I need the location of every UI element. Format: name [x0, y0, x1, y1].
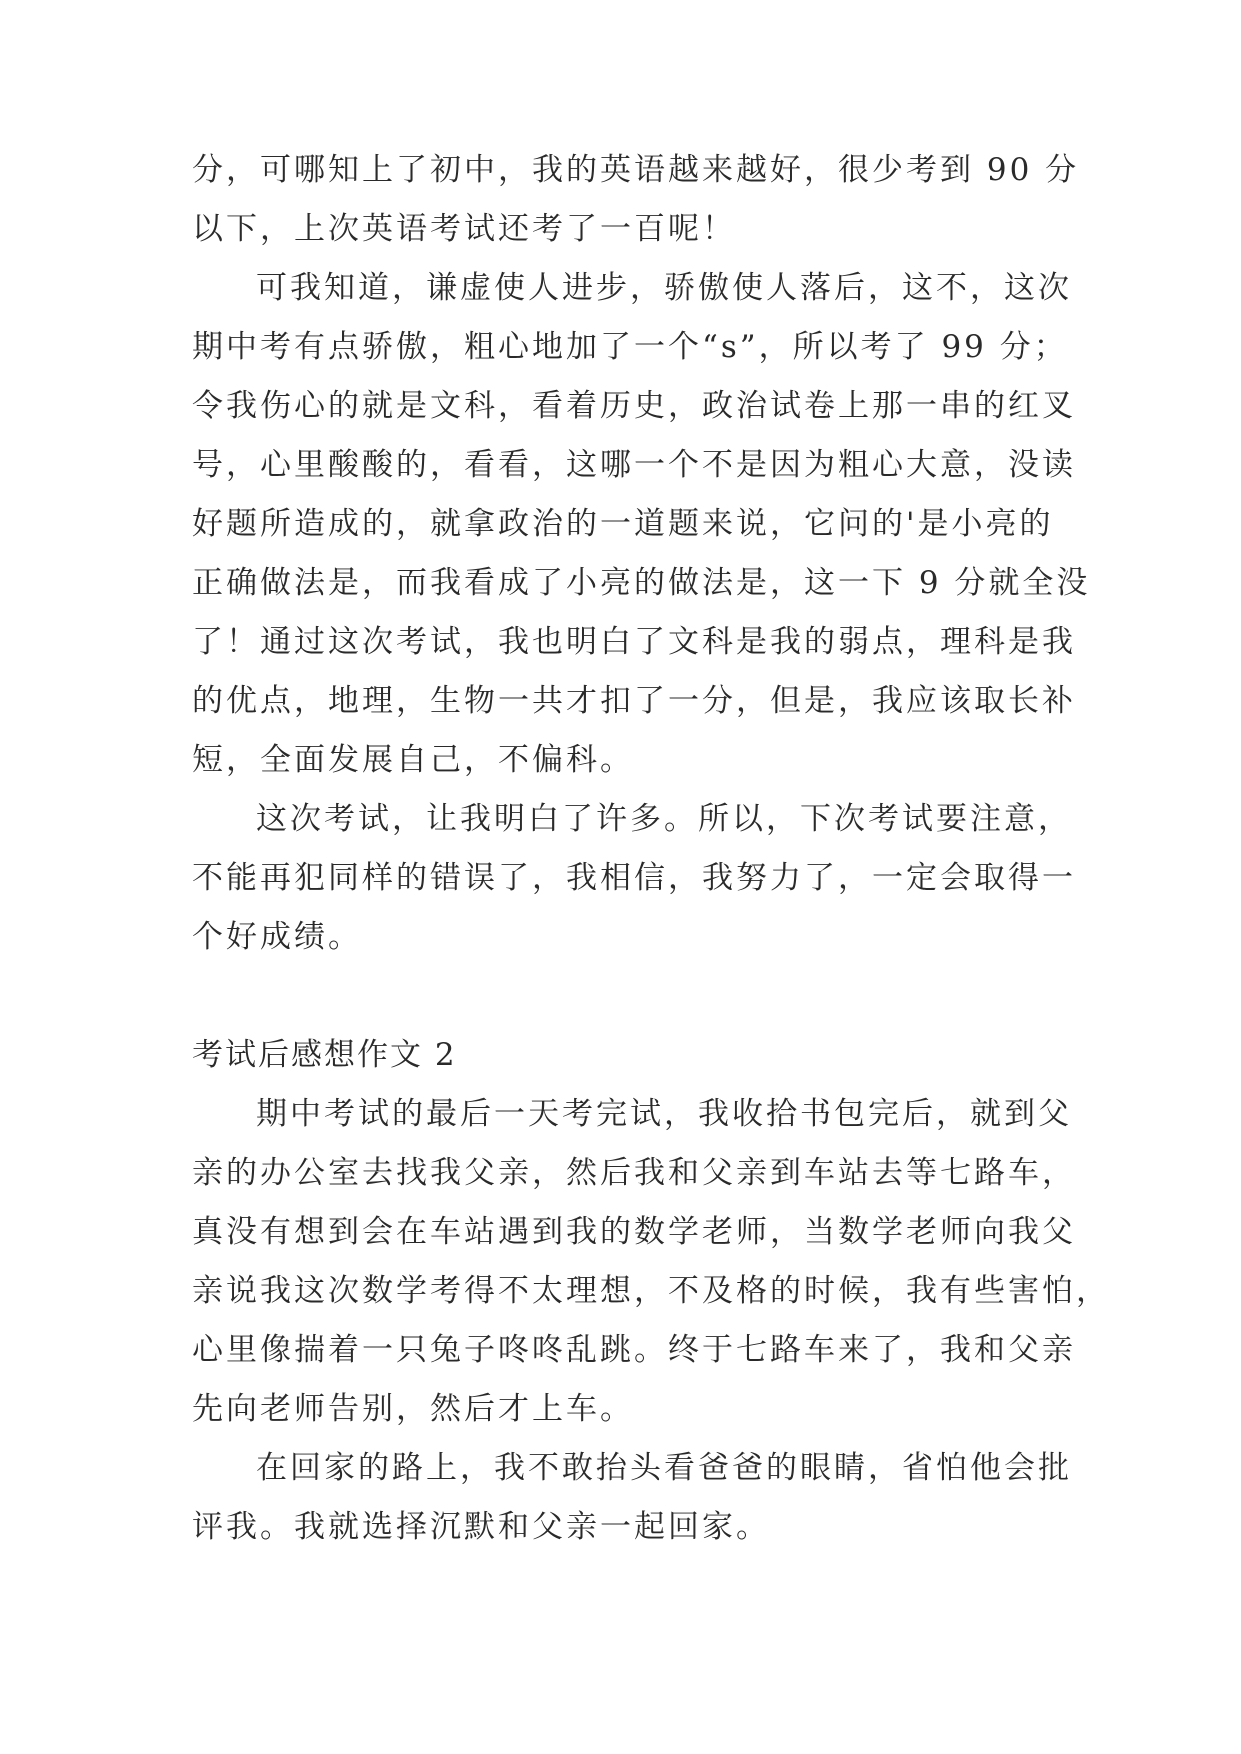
paragraph-line: 心里像揣着一只兔子咚咚乱跳。终于七路车来了，我和父亲 [192, 1332, 1076, 1368]
paragraph-line: 个好成绩。 [192, 919, 362, 955]
paragraph-line: 在回家的路上，我不敢抬头看爸爸的眼睛，省怕他会批 [256, 1450, 1072, 1486]
section-heading: 考试后感想作文 2 [192, 1037, 457, 1073]
paragraph-line: 真没有想到会在车站遇到我的数学老师，当数学老师向我父 [192, 1214, 1076, 1250]
paragraph-line: 先向老师告别，然后才上车。 [192, 1391, 634, 1427]
paragraph-line: 以下，上次英语考试还考了一百呢！ [192, 211, 736, 247]
paragraph-line: 好题所造成的，就拿政治的一道题来说，它问的'是小亮的 [192, 506, 1054, 542]
paragraph-line: 亲的办公室去找我父亲，然后我和父亲到车站去等七路车， [192, 1155, 1076, 1191]
paragraph-line: 不能再犯同样的错误了，我相信，我努力了，一定会取得一 [192, 860, 1076, 896]
paragraph-line: 可我知道，谦虚使人进步，骄傲使人落后，这不，这次 [256, 270, 1072, 306]
paragraph-line: 的优点，地理，生物一共才扣了一分，但是，我应该取长补 [192, 683, 1076, 719]
paragraph-line: 分，可哪知上了初中，我的英语越来越好，很少考到 90 分 [192, 152, 1080, 188]
paragraph-line: 评我。我就选择沉默和父亲一起回家。 [192, 1509, 770, 1545]
paragraph-line: 正确做法是，而我看成了小亮的做法是，这一下 9 分就全没 [192, 565, 1091, 601]
paragraph-line: 亲说我这次数学考得不太理想，不及格的时候，我有些害怕， [192, 1273, 1110, 1309]
paragraph-line: 令我伤心的就是文科，看着历史，政治试卷上那一串的红叉 [192, 388, 1076, 424]
paragraph-line: 期中考有点骄傲，粗心地加了一个“s”，所以考了 99 分； [192, 329, 1068, 365]
paragraph-line: 这次考试，让我明白了许多。所以，下次考试要注意， [256, 801, 1072, 837]
paragraph-line: 了！通过这次考试，我也明白了文科是我的弱点，理科是我 [192, 624, 1076, 660]
paragraph-line: 短，全面发展自己，不偏科。 [192, 742, 634, 778]
paragraph-line: 号，心里酸酸的，看看，这哪一个不是因为粗心大意，没读 [192, 447, 1076, 483]
paragraph-line: 期中考试的最后一天考完试，我收拾书包完后，就到父 [256, 1096, 1072, 1132]
